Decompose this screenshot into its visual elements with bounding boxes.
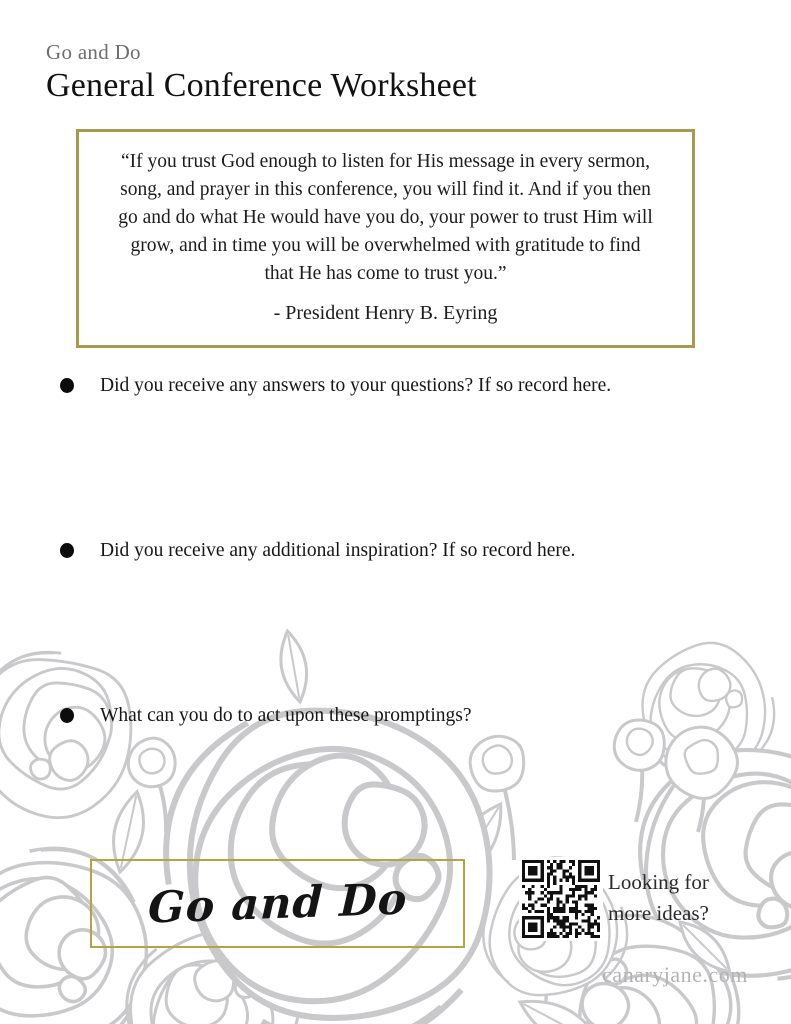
question-label: Did you receive any additional inspiration? If so record here.	[100, 540, 576, 561]
qr-code-icon	[519, 857, 603, 941]
page-title: General Conference Worksheet	[46, 67, 477, 104]
quote-text: “If you trust God enough to listen for His message in every sermon, song, and prayer in this conference, you will find it. And if you then go and do what He would have you do, your power to trust Him will grow, and in time you will be overwhelmed with gratitude to find that He has come to trust you.”	[118, 151, 653, 284]
question-label: What can you do to act upon these promptings?	[100, 705, 472, 726]
question-row-answers	[60, 374, 720, 398]
eyebrow-title: Go and Do	[46, 40, 141, 64]
go-and-do-logo-text: Go and Do	[146, 873, 409, 934]
bullet-icon	[60, 708, 74, 723]
question-row-inspiration	[60, 539, 720, 563]
go-and-do-logo-box	[90, 859, 465, 948]
bullet-icon	[60, 378, 74, 393]
website-url: canaryjane.com	[602, 962, 748, 987]
quote-box	[76, 129, 695, 348]
looking-for-more-ideas-text: Looking for more ideas?	[608, 870, 709, 925]
question-label: Did you receive any answers to your questions? If so record here.	[100, 375, 612, 396]
quote-attribution: - President Henry B. Eyring	[273, 302, 498, 324]
bullet-icon	[60, 543, 74, 558]
page-header	[46, 40, 477, 105]
question-row-act	[60, 704, 720, 728]
